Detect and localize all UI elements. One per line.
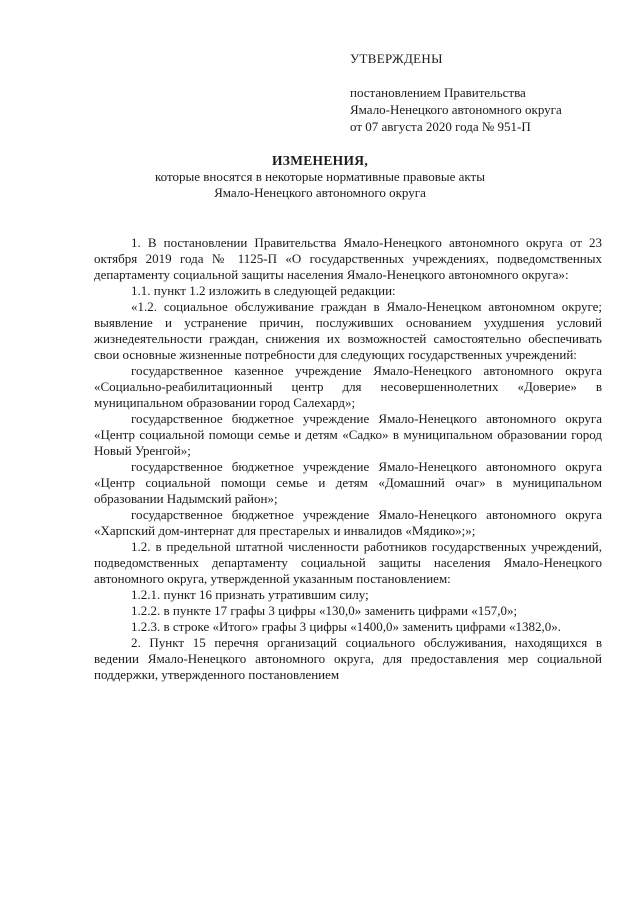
title-subtitle: которые вносятся в некоторые нормативные правовые акты — [155, 169, 485, 184]
approval-heading: УТВЕРЖДЕНЫ — [350, 51, 443, 66]
paragraph: «1.2. социальное обслуживание граждан в Ямало-Ненецком автономном округе; выявление и устранение причин, послуживших основанием ухудшения условий жизнедеятельности граждан, снижения их возможностей самостоятельно обеспечивать свои основные жизненные потребности для следующих государственных учреждений: — [94, 299, 602, 362]
paragraph: 1.2.2. в пункте 17 графы 3 цифры «130,0» заменить цифрами «157,0»; — [131, 603, 518, 618]
paragraph: 2. Пункт 15 перечня организаций социального обслуживания, находящихся в ведении Ямало-Ненецкого автономного округа, для предоставления мер социальной поддержки, утвержденного постановлением — [94, 635, 602, 682]
approval-line: от 07 августа 2020 года № 951-П — [350, 119, 531, 134]
document-body — [94, 235, 602, 683]
paragraph: 1.2.3. в строке «Итого» графы 3 цифры «1400,0» заменить цифрами «1382,0». — [131, 619, 561, 634]
paragraph: 1.1. пункт 1.2 изложить в следующей редакции: — [131, 283, 396, 298]
approval-line: Ямало-Ненецкого автономного округа — [350, 102, 562, 117]
paragraph: 1.2.1. пункт 16 признать утратившим силу; — [131, 587, 369, 602]
paragraph: государственное казенное учреждение Ямало-Ненецкого автономного округа «Социально-реабилитационный центр для несовершеннолетних «Доверие» в муниципальном образовании город Салехард»; — [94, 363, 602, 410]
document-title — [100, 153, 540, 201]
paragraph: государственное бюджетное учреждение Ямало-Ненецкого автономного округа «Харпский дом-интернат для престарелых и инвалидов «Мядико»;»; — [94, 507, 602, 538]
title-subtitle: Ямало-Ненецкого автономного округа — [214, 185, 426, 200]
paragraph: 1.2. в предельной штатной численности работников государственных учреждений, подведомственных департаменту социальной защиты населения Ямало-Ненецкого автономного округа, утвержденной указанным постановлением: — [94, 539, 602, 586]
approval-line: постановлением Правительства — [350, 85, 526, 100]
title-main: ИЗМЕНЕНИЯ, — [271, 153, 368, 168]
approval-stamp — [350, 50, 620, 135]
paragraph: государственное бюджетное учреждение Ямало-Ненецкого автономного округа «Центр социальной помощи семье и детям «Садко» в муниципальном образовании город Новый Уренгой»; — [94, 411, 602, 458]
paragraph: государственное бюджетное учреждение Ямало-Ненецкого автономного округа «Центр социальной помощи семье и детям «Домашний очаг» в муниципальном образовании Надымский район»; — [94, 459, 602, 506]
paragraph: 1. В постановлении Правительства Ямало-Ненецкого автономного округа от 23 октября 2019 года № 1125-П «О государственных учреждениях, подведомственных департаменту социальной защиты населения Ямало-Ненецкого автономного округа»: — [94, 235, 602, 282]
